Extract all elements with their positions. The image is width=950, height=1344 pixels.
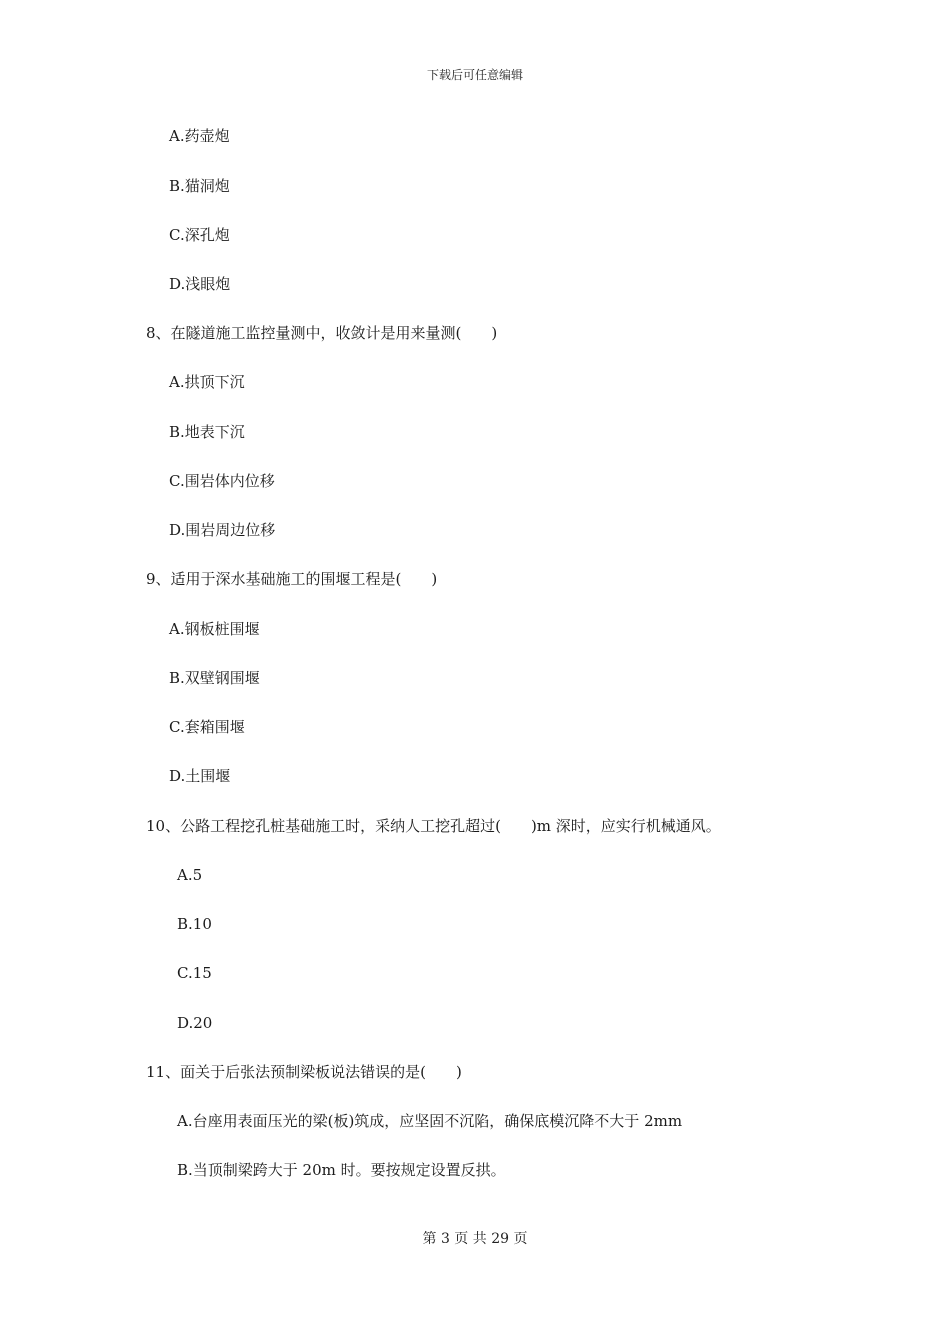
option-9a: A.钢板桩围堰: [169, 620, 260, 638]
option-7d: D.浅眼炮: [169, 275, 231, 293]
option-11a: A.台座用表面压光的梁(板)筑成，应坚固不沉陷，确保底模沉降不大于 2mm: [177, 1112, 683, 1130]
option-8d: D.围岩周边位移: [169, 521, 276, 539]
question-9: 9、适用于深水基础施工的围堰工程是( ): [146, 570, 438, 588]
option-9b: B.双壁钢围堰: [169, 669, 260, 687]
option-7c: C.深孔炮: [169, 226, 230, 244]
option-10b: B.10: [177, 915, 212, 933]
option-9c: C.套箱围堰: [169, 718, 245, 736]
option-8a: A.拱顶下沉: [169, 373, 245, 391]
option-7a: A.药壶炮: [169, 127, 230, 145]
option-7b: B.猫洞炮: [169, 177, 230, 195]
option-8b: B.地表下沉: [169, 423, 245, 441]
option-8c: C.围岩体内位移: [169, 472, 275, 490]
page-header: 下载后可任意编辑: [426, 68, 523, 82]
question-8: 8、在隧道施工监控量测中，收敛计是用来量测( ): [146, 324, 498, 342]
option-9d: D.土围堰: [169, 767, 231, 785]
option-10c: C.15: [177, 964, 212, 982]
page-footer: 第 3 页 共 29 页: [422, 1231, 528, 1247]
question-11: 11、面关于后张法预制梁板说法错误的是( ): [146, 1063, 462, 1081]
option-11b: B.当顶制梁跨大于 20m 时。要按规定设置反拱。: [177, 1161, 506, 1179]
option-10a: A.5: [177, 866, 203, 884]
question-10: 10、公路工程挖孔桩基础施工时，采纳人工挖孔超过( )m 深时，应实行机械通风。: [146, 817, 721, 835]
option-10d: D.20: [177, 1014, 213, 1032]
